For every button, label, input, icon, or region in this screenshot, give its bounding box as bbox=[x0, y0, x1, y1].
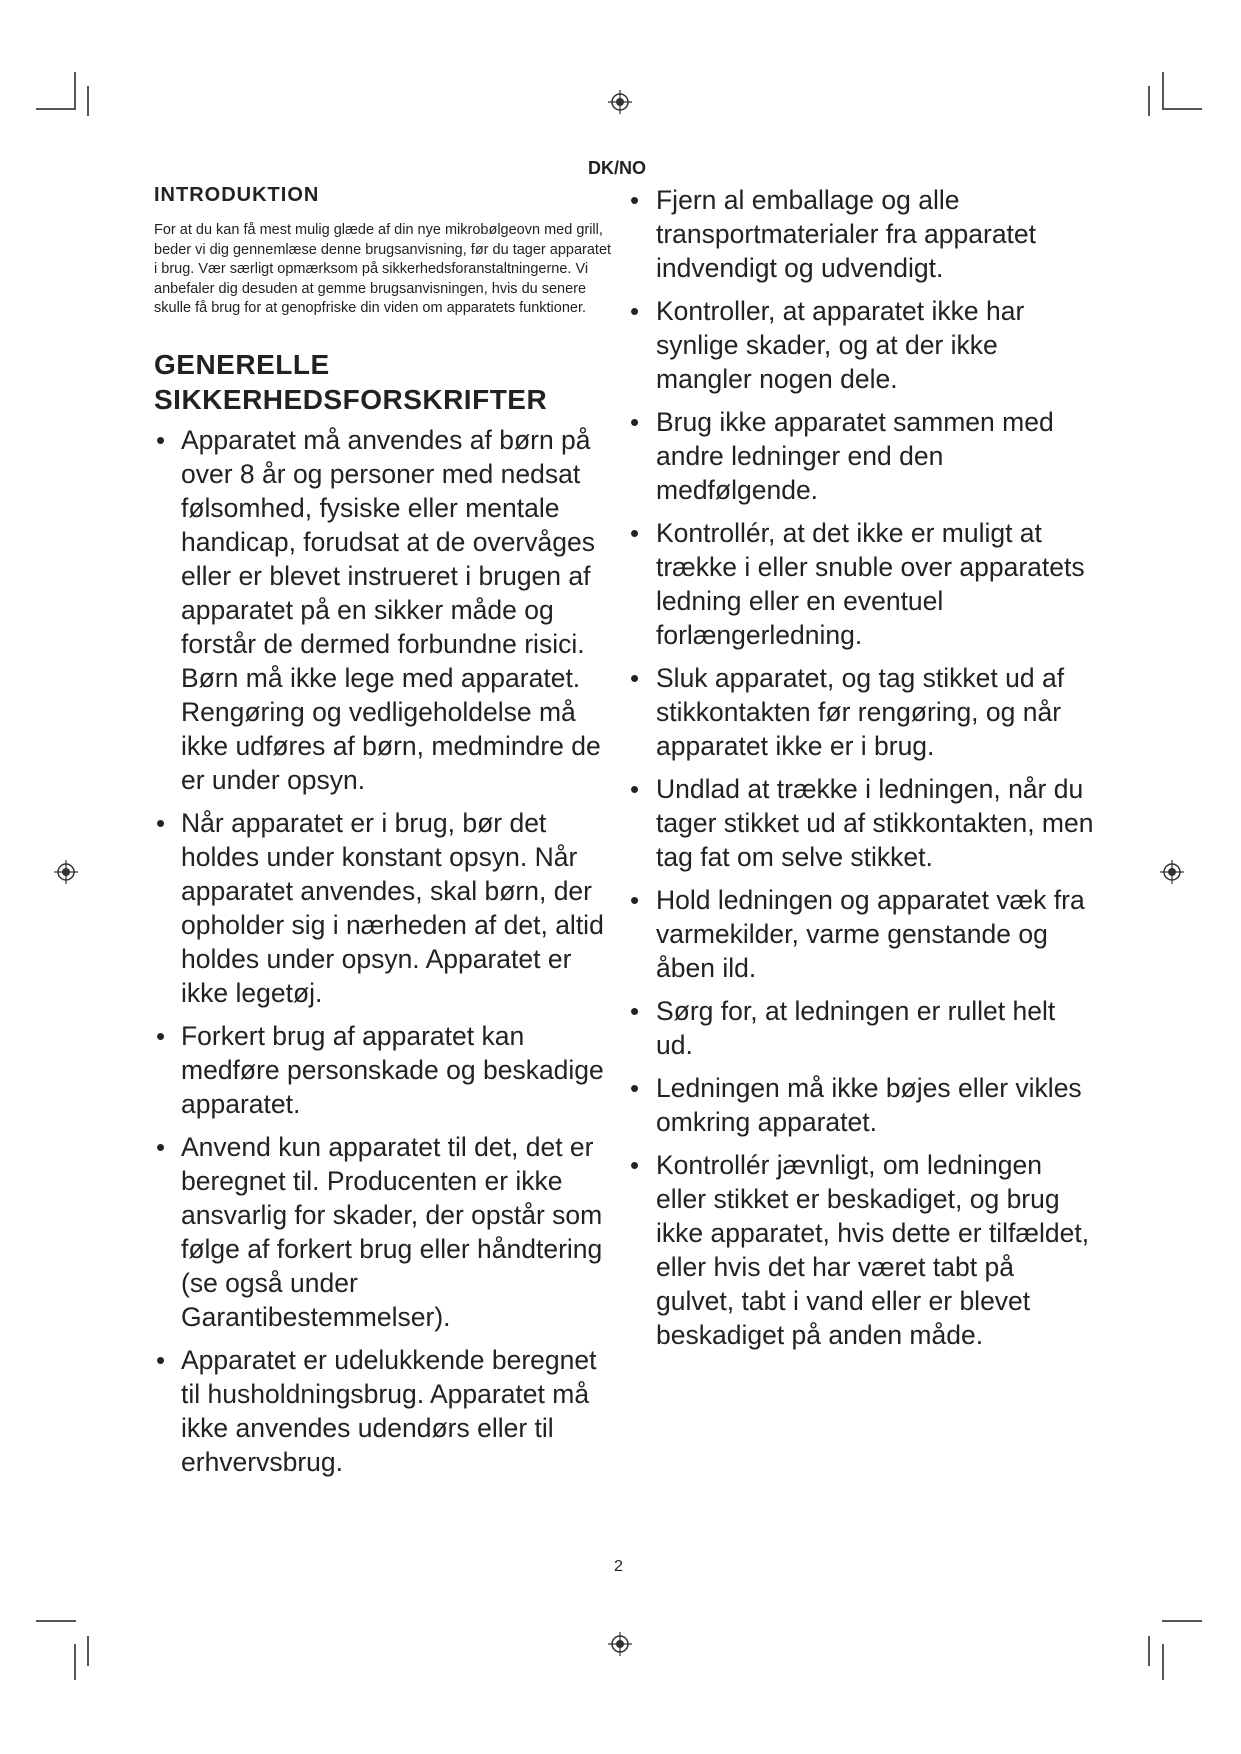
list-item bbox=[628, 994, 1098, 1062]
safety-list-left bbox=[154, 423, 614, 1479]
list-item-text: Undlad at trække i ledningen, når du tager stikket ud af stikkontakten, men tag fat om selve stikket. bbox=[656, 774, 1094, 872]
list-item-text: Apparatet er udelukkende beregnet til husholdningsbrug. Apparatet må ikke anvendes udendørs eller til erhvervsbrug. bbox=[181, 1344, 597, 1477]
safety-heading-line1: GENERELLE bbox=[154, 348, 330, 380]
bullet-icon: • bbox=[630, 185, 640, 215]
bullet-icon: • bbox=[630, 663, 640, 693]
list-item-text: Hold ledningen og apparatet væk fra varmekilder, varme genstande og åben ild. bbox=[656, 885, 1085, 983]
list-item bbox=[154, 806, 614, 1010]
bullet-icon: • bbox=[630, 1150, 640, 1180]
registration-mark-icon bbox=[1160, 860, 1184, 884]
bullet-icon: • bbox=[630, 774, 640, 804]
registration-mark-icon bbox=[608, 90, 632, 114]
bullet-icon: • bbox=[630, 296, 640, 326]
list-item-text: Apparatet må anvendes af børn på over 8 år og personer med nedsat følsomhed, fysiske eller mentale handicap, forudsat at de overvåges eller er blevet instrueret i brugen af apparatet på en sikker måde og forstår de dermed forbundne risici. Børn må ikke lege med apparatet. Rengøring og vedligeholdelse må ikke udføres af børn, medmindre de er under opsyn. bbox=[181, 424, 601, 795]
bullet-icon: • bbox=[156, 424, 166, 455]
registration-mark-icon bbox=[608, 1632, 632, 1656]
list-item-text: Kontrollér jævnligt, om ledningen eller stikket er beskadiget, og brug ikke apparatet, hvis dette er tilfældet, eller hvis det har været tabt på gulvet, tabt i vand eller er blevet beskadiget på anden måde. bbox=[656, 1150, 1090, 1350]
bullet-icon: • bbox=[156, 1020, 166, 1051]
safety-heading bbox=[154, 347, 614, 417]
safety-heading-line2: SIKKERHEDSFORSKRIFTER bbox=[154, 383, 548, 415]
list-item-text: Forkert brug af apparatet kan medføre personskade og beskadige apparatet. bbox=[181, 1020, 604, 1119]
list-item bbox=[628, 183, 1098, 285]
bullet-icon: • bbox=[156, 1131, 166, 1162]
intro-heading: INTRODUKTION bbox=[154, 184, 320, 206]
list-item bbox=[628, 883, 1098, 985]
list-item-text: Anvend kun apparatet til det, det er beregnet til. Producenten er ikke ansvarlig for skader, der opstår som følge af forkert brug eller håndtering (se også under Garantibestemmelser). bbox=[181, 1131, 603, 1332]
left-column bbox=[154, 184, 614, 1488]
list-item-text: Brug ikke apparatet sammen med andre ledninger end den medfølgende. bbox=[656, 407, 1054, 505]
list-item bbox=[154, 423, 614, 797]
intro-paragraph: For at du kan få mest mulig glæde af din nye mikrobølgeovn med grill, beder vi dig gennemlæse denne brugsanvisning, før du tager apparatet i brug. Vær særligt opmærksom på sikkerhedsforanstaltningerne. Vi anbefaler dig desuden at gemme brugsanvisningen, hvis du senere skulle få brug for at genopfriske din viden om apparatets funktioner. bbox=[154, 222, 612, 316]
list-item bbox=[628, 772, 1098, 874]
list-item bbox=[628, 516, 1098, 652]
bullet-icon: • bbox=[630, 518, 640, 548]
list-item-text: Fjern al emballage og alle transportmaterialer fra apparatet indvendigt og udvendigt. bbox=[656, 185, 1037, 283]
page-number: 2 bbox=[614, 1558, 623, 1575]
list-item bbox=[628, 405, 1098, 507]
list-item-text: Sørg for, at ledningen er rullet helt ud. bbox=[656, 996, 1056, 1060]
bullet-icon: • bbox=[630, 885, 640, 915]
bullet-icon: • bbox=[630, 1073, 640, 1103]
list-item bbox=[154, 1019, 614, 1121]
list-item bbox=[154, 1130, 614, 1334]
list-item-text: Sluk apparatet, og tag stikket ud af stikkontakten før rengøring, og når apparatet ikke er i brug. bbox=[656, 663, 1065, 761]
list-item-text: Når apparatet er i brug, bør det holdes under konstant opsyn. Når apparatet anvendes, skal børn, der opholder sig i nærheden af det, altid holdes under opsyn. Apparatet er ikke legetøj. bbox=[181, 807, 604, 1008]
safety-list-right bbox=[628, 183, 1098, 1352]
registration-mark-icon bbox=[54, 860, 78, 884]
list-item bbox=[154, 1343, 614, 1479]
list-item bbox=[628, 294, 1098, 396]
bullet-icon: • bbox=[156, 807, 166, 838]
list-item bbox=[628, 661, 1098, 763]
list-item-text: Kontroller, at apparatet ikke har synlige skader, og at der ikke mangler nogen dele. bbox=[656, 296, 1025, 394]
list-item bbox=[628, 1071, 1098, 1139]
right-column bbox=[628, 183, 1098, 1361]
list-item bbox=[628, 1148, 1098, 1352]
bullet-icon: • bbox=[630, 407, 640, 437]
bullet-icon: • bbox=[630, 996, 640, 1026]
language-label: DK/NO bbox=[588, 158, 646, 178]
list-item-text: Kontrollér, at det ikke er muligt at trække i eller snuble over apparatets ledning eller en eventuel forlængerledning. bbox=[656, 518, 1085, 650]
list-item-text: Ledningen må ikke bøjes eller vikles omkring apparatet. bbox=[656, 1073, 1082, 1137]
bullet-icon: • bbox=[156, 1344, 166, 1375]
